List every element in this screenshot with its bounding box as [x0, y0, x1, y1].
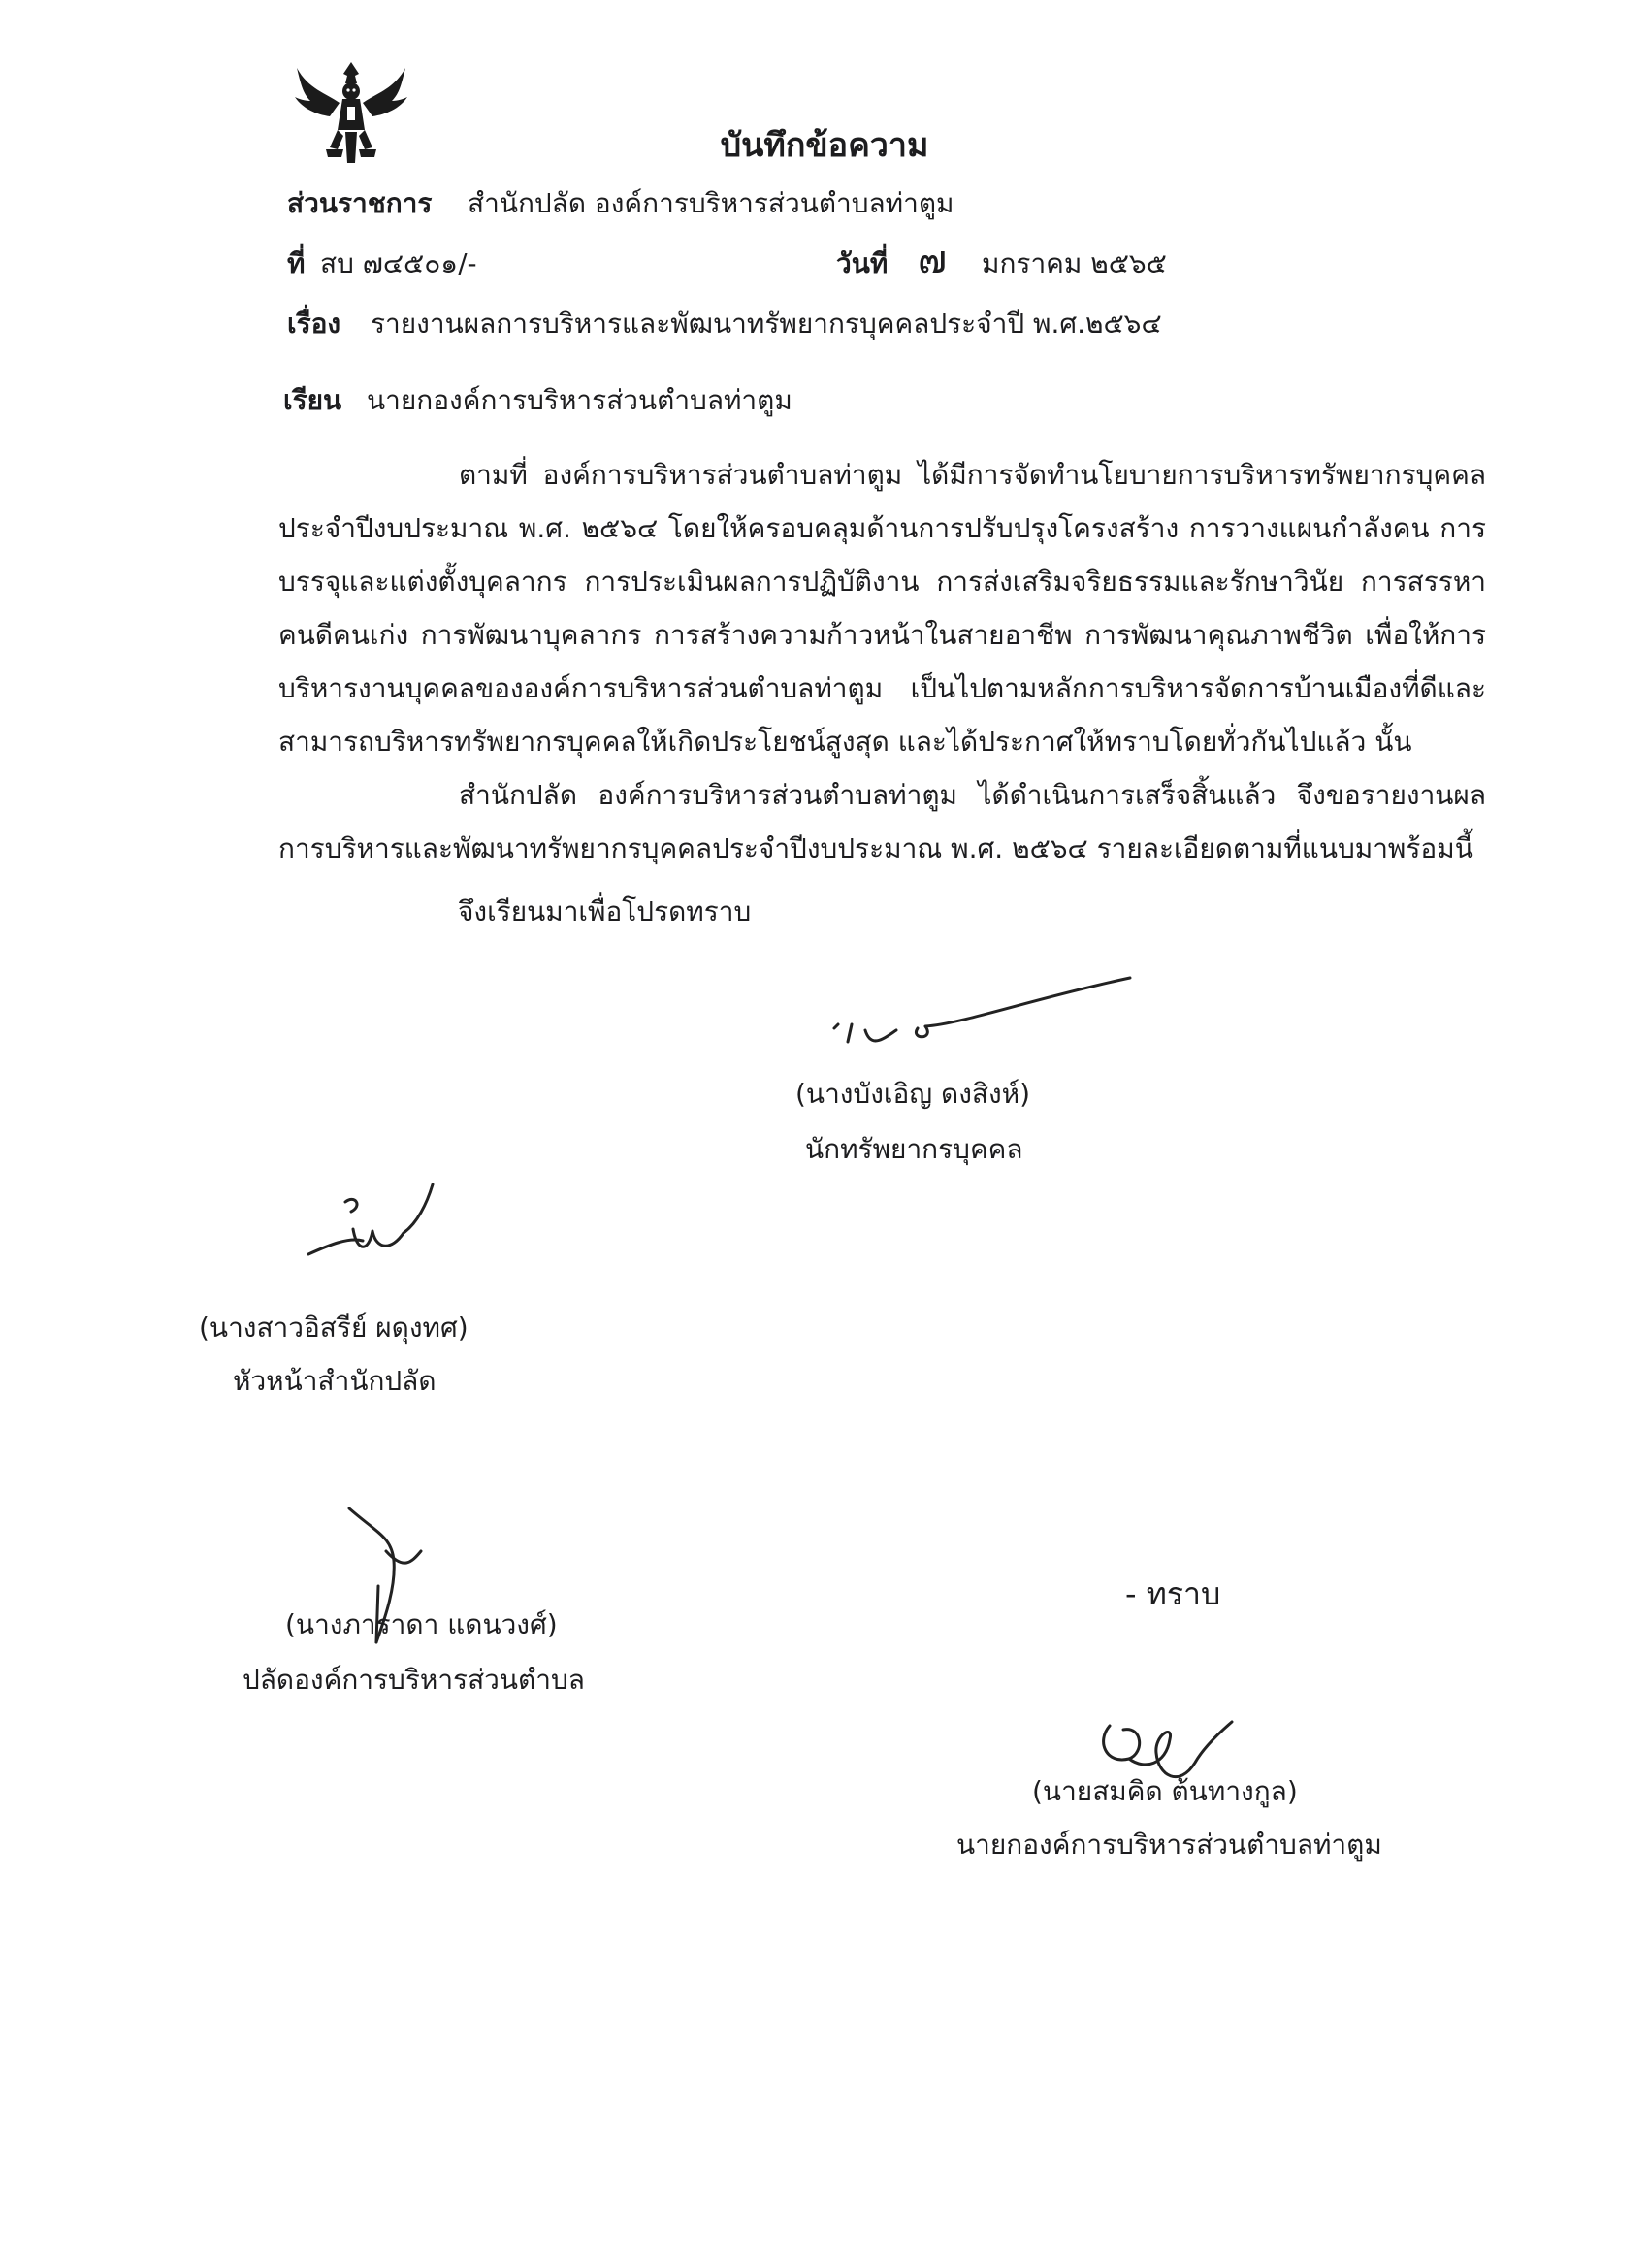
- ref-value: สบ ๗๔๕๐๑/-: [320, 247, 477, 279]
- date-day: ๗: [918, 238, 948, 282]
- signatory-1-position: นักทรัพยากรบุคคล: [805, 1133, 1023, 1165]
- signatory-2-position: หัวหน้าสำนักปลัด: [233, 1365, 436, 1397]
- signatory-3-position: ปลัดองค์การบริหารส่วนตำบล: [242, 1664, 585, 1696]
- date-rest: มกราคม ๒๕๖๕: [982, 247, 1167, 279]
- dept-label: ส่วนราชการ: [287, 187, 433, 219]
- subject-label: เรื่อง: [287, 308, 341, 340]
- to-value: นายกองค์การบริหารส่วนตำบลท่าตูม: [367, 384, 792, 416]
- dept-value: สำนักปลัด องค์การบริหารส่วนตำบลท่าตูม: [468, 187, 954, 219]
- signature-2: [291, 1179, 446, 1285]
- acknowledged-note: - ทราบ: [1125, 1575, 1221, 1612]
- to-label: เรียน: [283, 384, 342, 416]
- signatory-4-name: (นายสมคิด ต้นทางกูล): [1032, 1775, 1298, 1807]
- date-label: วันที่: [836, 247, 889, 279]
- closing-line: จึงเรียนมาเพื่อโปรดทราบ: [458, 895, 752, 927]
- signatory-4-position: นายกองค์การบริหารส่วนตำบลท่าตูม: [956, 1829, 1382, 1861]
- signatory-1-name: (นางบังเอิญ ดงสิงห์): [795, 1078, 1031, 1110]
- ref-label: ที่: [287, 247, 306, 279]
- body-paragraph-1: ตามที่ องค์การบริหารส่วนตำบลท่าตูม ได้มีการจัดทำนโยบายการบริหารทรัพยากรบุคคลประจำปีงบประมาณ พ.ศ. ๒๕๖๔ โดยให้ครอบคลุมด้านการปรับปรุงโครงสร้าง การวางแผนกำลังคน การบรรจุและแต่งตั้งบุคลากร การประเมินผลการปฏิบัติงาน การส่งเสริมจริยธรรมและรักษาวินัย การสรรหาคนดีคนเก่ง การพัฒนาบุคลากร การสร้างความก้าวหน้าในสายอาชีพ การพัฒนาคุณภาพชีวิต เพื่อให้การบริหารงานบุคคลขององค์การบริหารส่วนตำบลท่าตูม เป็นไปตามหลักการบริหารจัดการบ้านเมืองที่ดีและสามารถบริหารทรัพยากรบุคคลให้เกิดประโยชน์สูงสุด และได้ประกาศให้ทราบโดยทั่วกันไปแล้ว นั้น: [278, 459, 1486, 758]
- signature-1: [824, 970, 1145, 1057]
- memo-title: บันทึกข้อความ: [720, 126, 929, 165]
- signatory-2-name: (นางสาวอิสรีย์ ผดุงทศ): [199, 1312, 469, 1344]
- signatory-3-name: (นางภาราดา แดนวงศ์): [285, 1608, 558, 1640]
- subject-value: รายงานผลการบริหารและพัฒนาทรัพยากรบุคคลประจำปี พ.ศ.๒๕๖๔: [371, 308, 1162, 340]
- body-paragraph-2: สำนักปลัด องค์การบริหารส่วนตำบลท่าตูม ได้ดำเนินการเสร็จสิ้นแล้ว จึงขอรายงานผลการบริหารและพัฒนาทรัพยากรบุคคลประจำปีงบประมาณ พ.ศ. ๒๕๖๔ รายละเอียดตามที่แนบมาพร้อมนี้: [278, 779, 1486, 864]
